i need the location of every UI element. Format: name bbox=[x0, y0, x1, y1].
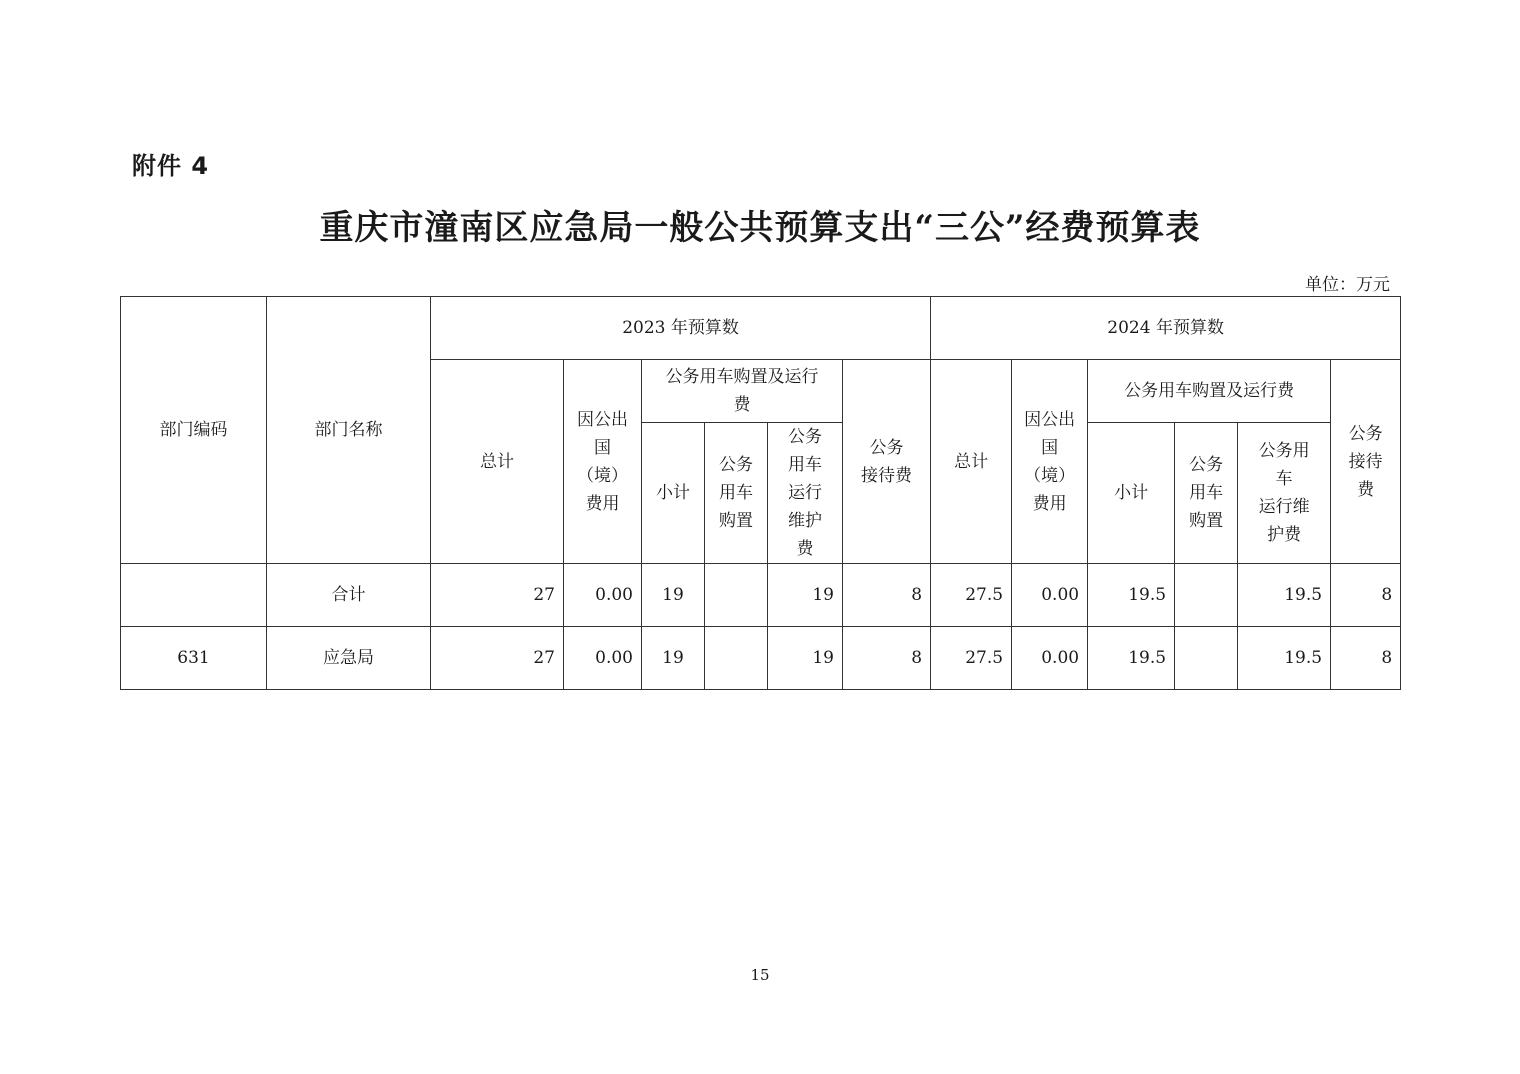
cell-reception-2023: 8 bbox=[843, 564, 931, 627]
cell-car-maintenance-2024: 19.5 bbox=[1238, 627, 1331, 690]
cell-reception-2023: 8 bbox=[843, 627, 931, 690]
header-dept-name: 部门名称 bbox=[267, 297, 431, 564]
cell-abroad-2023: 0.00 bbox=[564, 564, 642, 627]
budget-table bbox=[120, 296, 1401, 690]
header-car-maintenance-2024: 公务用 车 运行维 护费 bbox=[1238, 423, 1331, 564]
header-total-2023: 总计 bbox=[431, 360, 564, 564]
header-subtotal-2023: 小计 bbox=[642, 423, 705, 564]
unit-label: 单位：万元 bbox=[1305, 275, 1390, 295]
cell-reception-2024: 8 bbox=[1331, 627, 1401, 690]
header-abroad-2023: 因公出 国（境） 费用 bbox=[564, 360, 642, 564]
cell-name: 合计 bbox=[267, 564, 431, 627]
cell-car-maintenance-2024: 19.5 bbox=[1238, 564, 1331, 627]
cell-total-2023: 27 bbox=[431, 627, 564, 690]
cell-car-purchase-2023 bbox=[705, 627, 768, 690]
table-row-total bbox=[121, 564, 1401, 627]
cell-total-2024: 27.5 bbox=[931, 564, 1012, 627]
header-car-maintenance-2023: 公务 用车 运行 维护 费 bbox=[768, 423, 843, 564]
cell-reception-2024: 8 bbox=[1331, 564, 1401, 627]
attachment-label: 附件 4 bbox=[132, 152, 210, 180]
cell-car-maintenance-2023: 19 bbox=[768, 564, 843, 627]
header-row-years bbox=[121, 297, 1401, 360]
cell-subtotal-2024: 19.5 bbox=[1088, 627, 1175, 690]
cell-total-2023: 27 bbox=[431, 564, 564, 627]
header-year-2023: 2023 年预算数 bbox=[431, 297, 931, 360]
cell-subtotal-2024: 19.5 bbox=[1088, 564, 1175, 627]
cell-subtotal-2023: 19 bbox=[642, 627, 705, 690]
header-subtotal-2024: 小计 bbox=[1088, 423, 1175, 564]
cell-code bbox=[121, 564, 267, 627]
header-car-group-2023: 公务用车购置及运行 费 bbox=[642, 360, 843, 423]
header-reception-2023: 公务 接待费 bbox=[843, 360, 931, 564]
page-number: 15 bbox=[750, 966, 770, 984]
header-year-2024: 2024 年预算数 bbox=[931, 297, 1401, 360]
header-total-2024: 总计 bbox=[931, 360, 1012, 564]
cell-total-2024: 27.5 bbox=[931, 627, 1012, 690]
cell-abroad-2024: 0.00 bbox=[1012, 627, 1088, 690]
table-row-dept bbox=[121, 627, 1401, 690]
header-car-purchase-2023: 公务 用车 购置 bbox=[705, 423, 768, 564]
cell-car-purchase-2024 bbox=[1175, 627, 1238, 690]
cell-abroad-2023: 0.00 bbox=[564, 627, 642, 690]
header-car-group-2024: 公务用车购置及运行费 bbox=[1088, 360, 1331, 423]
cell-name: 应急局 bbox=[267, 627, 431, 690]
cell-car-purchase-2024 bbox=[1175, 564, 1238, 627]
cell-car-maintenance-2023: 19 bbox=[768, 627, 843, 690]
cell-abroad-2024: 0.00 bbox=[1012, 564, 1088, 627]
header-dept-code: 部门编码 bbox=[121, 297, 267, 564]
cell-code: 631 bbox=[121, 627, 267, 690]
header-car-purchase-2024: 公务 用车 购置 bbox=[1175, 423, 1238, 564]
document-title: 重庆市潼南区应急局一般公共预算支出“三公”经费预算表 bbox=[319, 208, 1201, 248]
cell-subtotal-2023: 19 bbox=[642, 564, 705, 627]
cell-car-purchase-2023 bbox=[705, 564, 768, 627]
header-abroad-2024: 因公出 国（境） 费用 bbox=[1012, 360, 1088, 564]
header-reception-2024: 公务 接待 费 bbox=[1331, 360, 1401, 564]
